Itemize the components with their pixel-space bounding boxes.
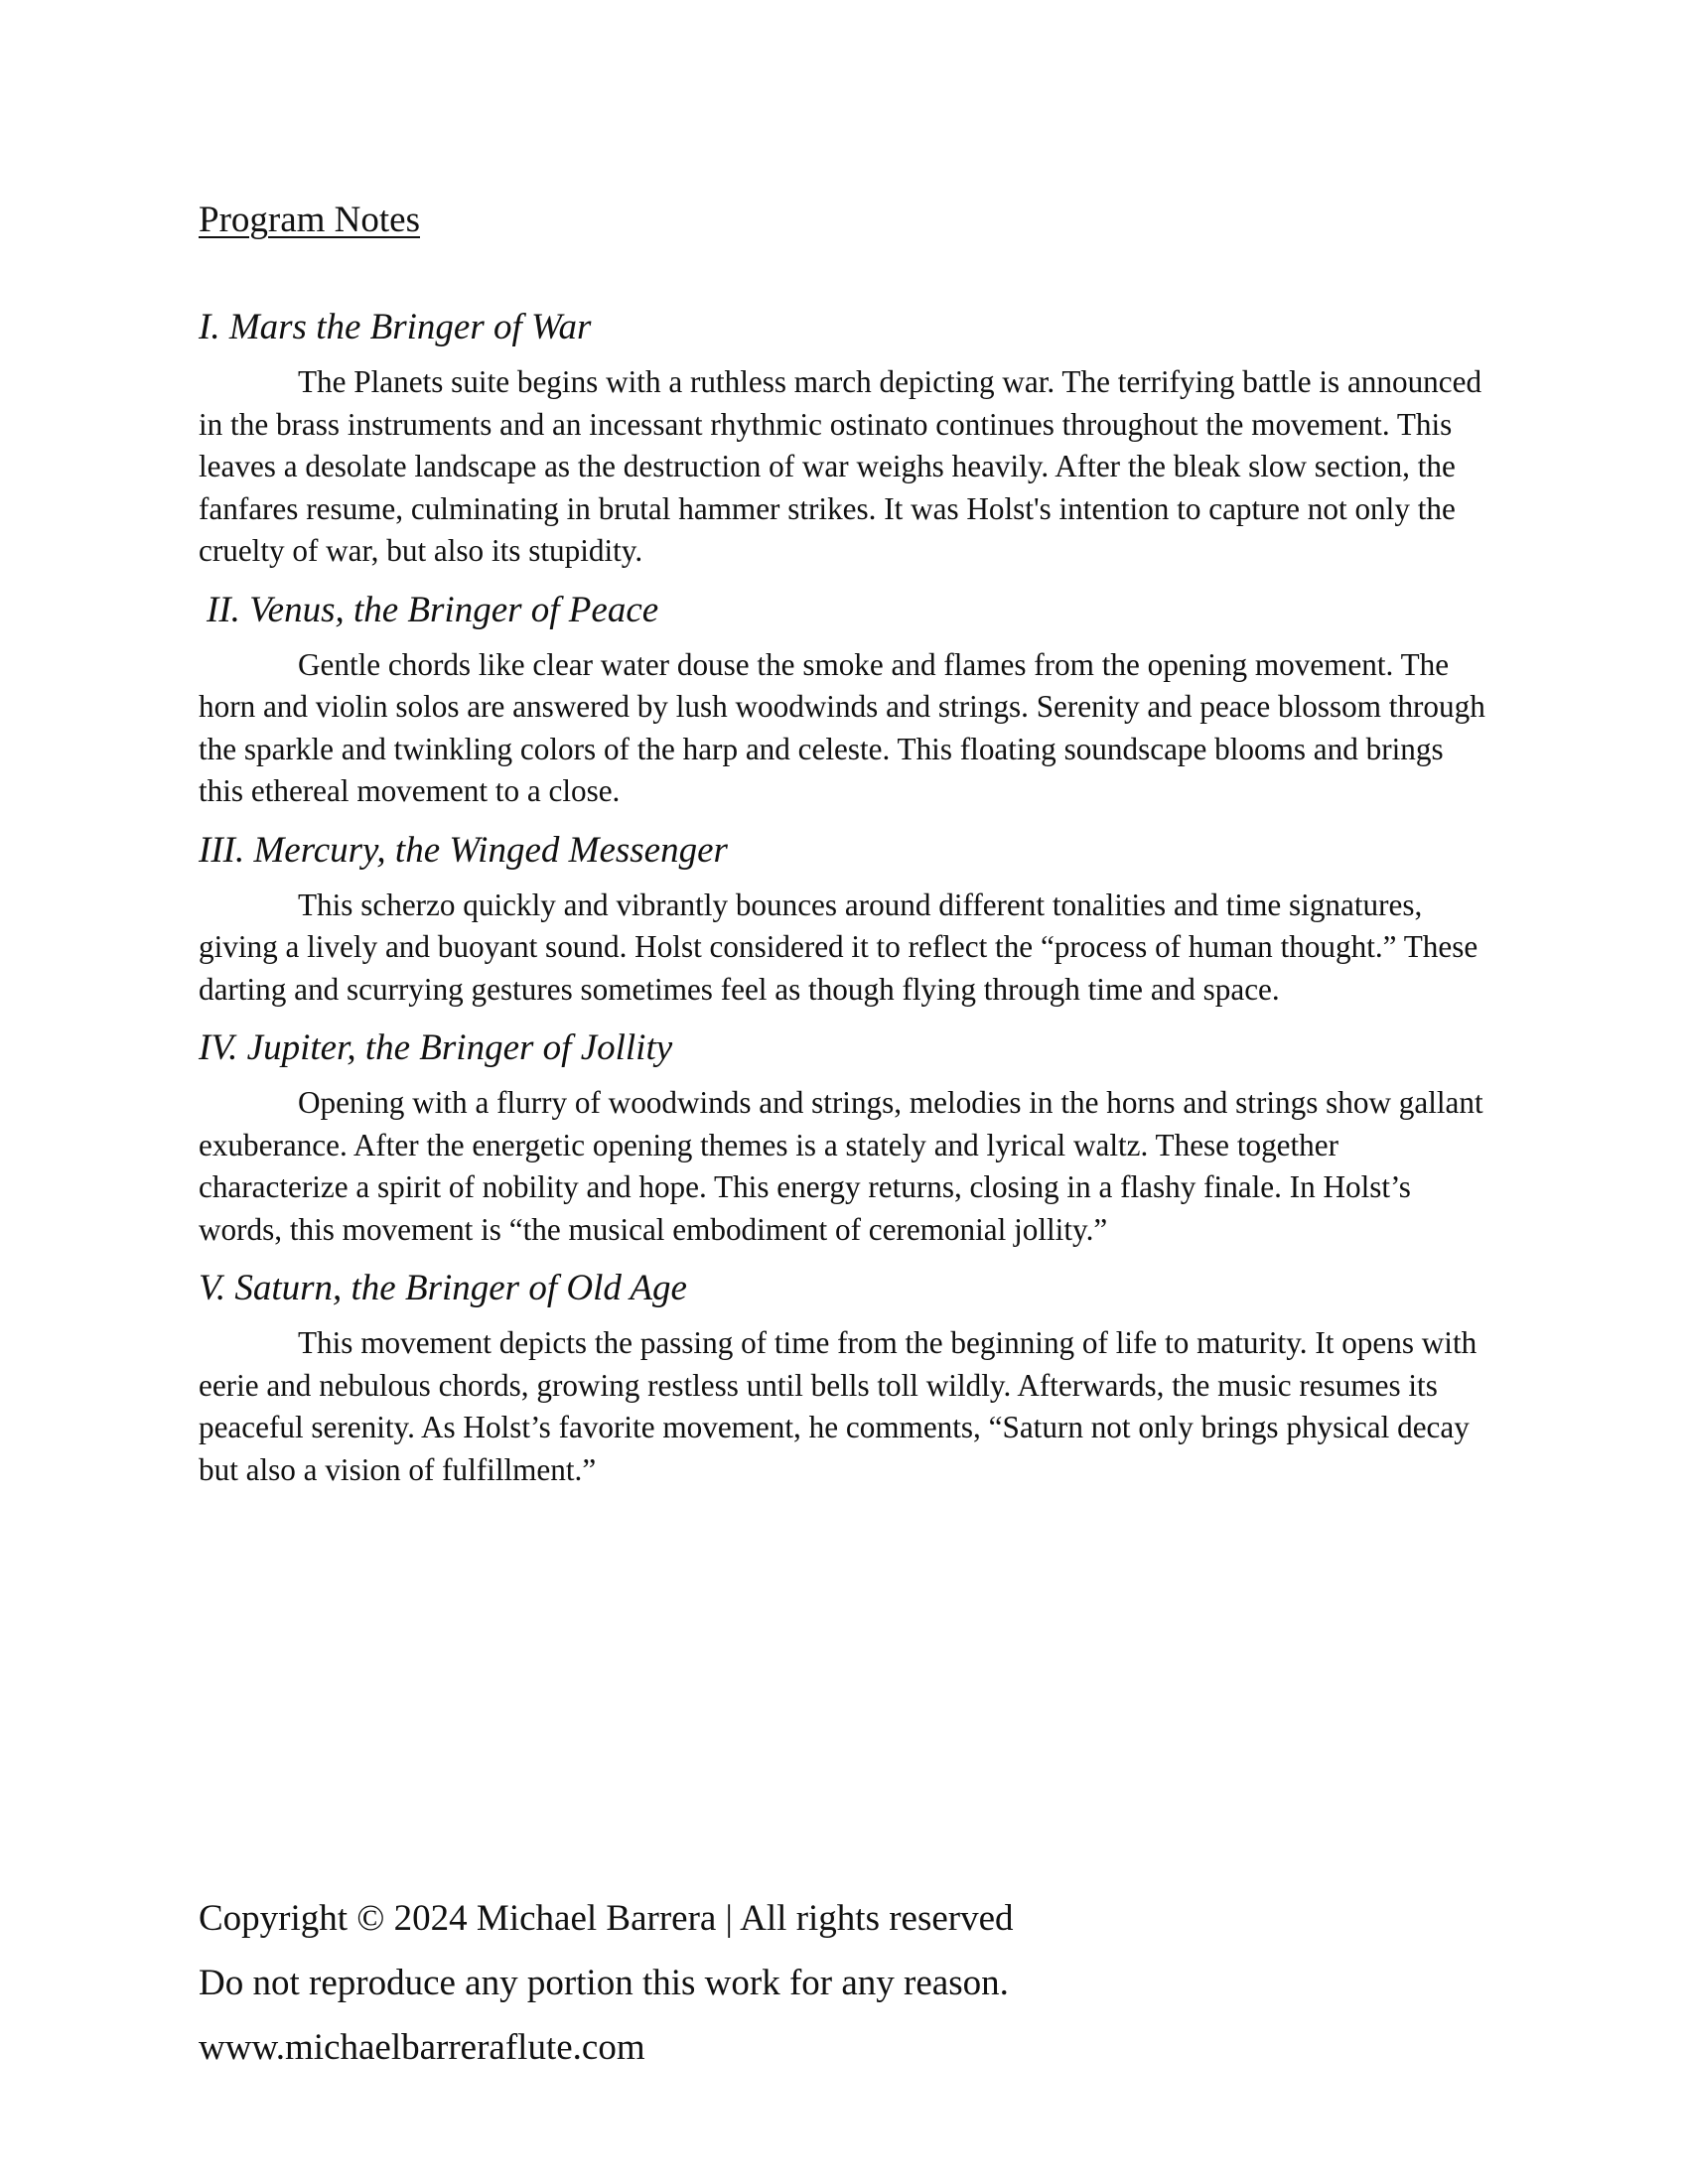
website-url: www.michaelbarreraflute.com <box>199 2027 645 2068</box>
program-notes-body <box>199 304 1489 1505</box>
movement-section-venus <box>199 587 1489 813</box>
movement-section-mercury <box>199 827 1489 1012</box>
reproduction-notice: Do not reproduce any portion this work for any reason. <box>199 1963 1009 2003</box>
movement-description: Opening with a flurry of woodwinds and strings, melodies in the horns and strings show gallant exuberance. After the energetic opening themes is a stately and lyrical waltz. These together characterize a spirit of nobility and hope. This energy returns, closing in a flashy finale. In Holst’s words, this movement is “the musical embodiment of ceremonial jollity.” <box>199 1085 1483 1247</box>
movement-description: Gentle chords like clear water douse the smoke and flames from the opening movement. The horn and violin solos are answered by lush woodwinds and strings. Serenity and peace blossom through the sparkle and twinkling colors of the harp and celeste. This floating soundscape blooms and brings this ethereal movement to a close. <box>199 646 1485 808</box>
page-title: Program Notes <box>199 200 420 240</box>
movement-heading: IV. Jupiter, the Bringer of Jollity <box>199 1027 673 1068</box>
movement-description: This scherzo quickly and vibrantly bounces around different tonalities and time signatures, giving a lively and buoyant sound. Holst considered it to reflect the “process of human thought.” These darting and scurrying gestures sometimes feel as though flying through time and space. <box>199 887 1478 1007</box>
movement-description: This movement depicts the passing of time from the beginning of life to maturity. It opens with eerie and nebulous chords, growing restless until bells toll wildly. Afterwards, the music resumes its peaceful serenity. As Holst’s favorite movement, he comments, “Saturn not only brings physical decay but also a vision of fulfillment.” <box>199 1325 1477 1487</box>
movement-heading: II. Venus, the Bringer of Peace <box>207 589 659 630</box>
movement-section-saturn <box>199 1265 1489 1491</box>
movement-heading: III. Mercury, the Winged Messenger <box>199 829 728 871</box>
copyright-footer <box>199 1886 1489 2080</box>
movement-section-jupiter <box>199 1024 1489 1251</box>
movement-section-mars <box>199 304 1489 573</box>
movement-heading: V. Saturn, the Bringer of Old Age <box>199 1268 687 1308</box>
copyright-line: Copyright © 2024 Michael Barrera | All rights reserved <box>199 1898 1014 1939</box>
movement-heading: I. Mars the Bringer of War <box>199 307 592 347</box>
movement-description: The Planets suite begins with a ruthless march depicting war. The terrifying battle is announced in the brass instruments and an incessant rhythmic ostinato continues throughout the movement. This leaves a desolate landscape as the destruction of war weighs heavily. After the bleak slow section, the fanfares resume, culminating in brutal hammer strikes. It was Holst's intention to capture not only the cruelty of war, but also its stupidity. <box>199 364 1482 568</box>
